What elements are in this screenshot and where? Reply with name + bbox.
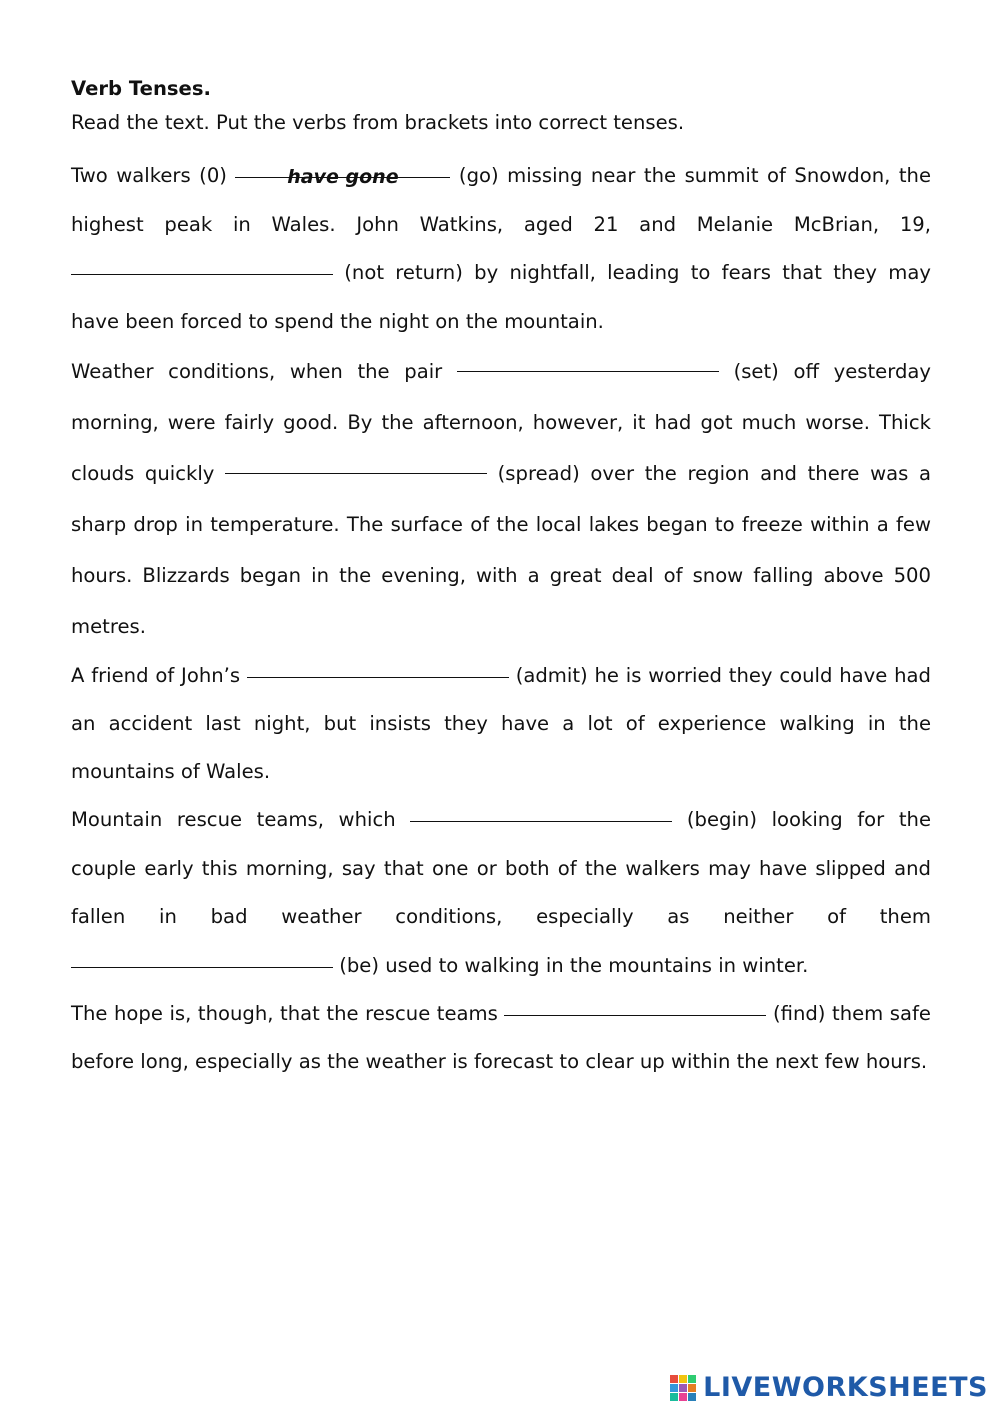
paragraph-5 — [71, 990, 931, 1085]
example-answer: have gone — [287, 166, 399, 188]
paragraph-3 — [71, 652, 931, 796]
text-fragment: A friend of John’s — [71, 664, 247, 687]
answer-input-1[interactable] — [71, 265, 333, 287]
worksheet-title: Verb Tenses. — [71, 77, 211, 100]
text-fragment: (spread) over the region and there was a sharp drop in temperature. The surface of the local lakes began to freeze within a few hours. Blizzards began in the evening, with a great deal of snow falling above 500 metres. — [71, 462, 931, 638]
answer-gap-1[interactable] — [71, 252, 333, 275]
paragraph-4 — [71, 796, 931, 990]
brand-name: LIVEWORKSHEETS — [703, 1372, 988, 1403]
answer-gap-5[interactable] — [410, 799, 672, 822]
answer-input-3[interactable] — [225, 466, 487, 488]
answer-input-5[interactable] — [410, 812, 672, 834]
text-fragment: (go) missing near the summit of Snowdon, the highest peak in Wales. John Watkins, aged 21 and Melanie McBrian, 19, — [71, 164, 931, 236]
answer-gap-2[interactable] — [457, 349, 719, 372]
text-fragment: (find) them safe before long, especially as the weather is forecast to clear up within the next few hours. — [71, 1002, 931, 1073]
answer-input-4[interactable] — [247, 668, 509, 690]
answer-input-6[interactable] — [71, 958, 333, 980]
text-fragment: (not return) by nightfall, leading to fears that they may have been forced to spend the night on the mountain. — [71, 261, 931, 333]
answer-input-2[interactable] — [457, 364, 719, 386]
text-fragment: Weather conditions, when the pair — [71, 360, 457, 383]
text-fragment: (set) off yesterday morning, were fairly good. By the afternoon, however, it had got much worse. Thick clouds quickly — [71, 360, 931, 485]
paragraph-2 — [71, 346, 931, 652]
worksheet-instructions: Read the text. Put the verbs from brackets into correct tenses. — [71, 111, 685, 134]
answer-input-7[interactable] — [504, 1006, 766, 1028]
example-answer-gap — [235, 155, 450, 188]
text-fragment: Mountain rescue teams, which — [71, 808, 411, 831]
answer-gap-3[interactable] — [225, 451, 487, 474]
paragraph-1 — [71, 152, 931, 346]
answer-gap-4[interactable] — [247, 655, 509, 678]
answer-gap-7[interactable] — [504, 993, 766, 1016]
worksheet — [71, 72, 931, 1085]
text-fragment: (begin) looking for the couple early this morning, say that one or both of the walkers may have slipped and fallen in bad weather conditions, especially as neither of them — [71, 808, 931, 928]
text-fragment: (be) used to walking in the mountains in winter. — [333, 953, 809, 977]
liveworksheets-logo-icon — [669, 1374, 697, 1402]
text-fragment: (admit) he is worried they could have had an accident last night, but insists they have a lot of experience walking in the mountains of Wales. — [71, 664, 931, 783]
liveworksheets-footer — [669, 1372, 988, 1403]
text-fragment: The hope is, though, that the rescue teams — [71, 1002, 505, 1025]
text-fragment: Two walkers (0) — [71, 164, 236, 187]
answer-gap-6[interactable] — [71, 945, 333, 968]
